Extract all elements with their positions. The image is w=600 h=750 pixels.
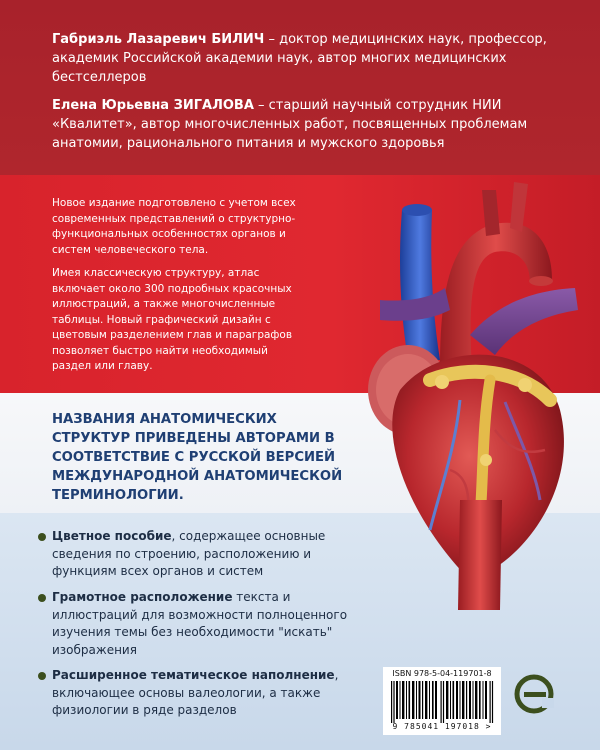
author-2 [52, 96, 552, 153]
isbn-text: ISBN 978-5-04-119701-8 [392, 669, 492, 678]
terminology-statement: НАЗВАНИЯ АНАТОМИЧЕСКИХ СТРУКТУР ПРИВЕДЕНЫ АВТОРАМИ В СООТВЕТСТВИЕ С РУССКОЙ ВЕРСИЕЙ МЕЖДУНАРОДНОЙ АНАТОМИЧЕСКОЙ ТЕРМИНОЛОГИИ. [52, 412, 343, 503]
feature-3-bold: Расширенное тематическое наполнение [52, 668, 335, 682]
feature-2-bold: Грамотное расположение [52, 590, 233, 604]
feature-item-3 [52, 667, 362, 720]
author-1 [52, 30, 552, 87]
feature-3-text: , включающее основы валеологии, а также физиологии в ряде разделов [52, 668, 339, 717]
feature-2-text: текста и иллюстраций для возможности полноценного изучения темы без необходимости "искать" изображения [52, 590, 348, 657]
description-paragraph-2: Имея классическую структуру, атлас включает около 300 подробных красочных иллюстраций, а также многочисленные таблицы. Новый графический дизайн с цветовым разделением глав и параграфов позволяет быстро найти необходимый раздел или главу. [52, 267, 293, 372]
bullet-dot-icon [38, 594, 46, 602]
barcode [383, 667, 501, 735]
bullet-dot-icon [38, 672, 46, 680]
feature-1-text: , содержащее основные сведения по строению, расположению и функциям всех органов и систем [52, 529, 326, 578]
description-paragraph-1: Новое издание подготовлено с учетом всех современных представлений о структурно-функциональных особенностях органов и систем человеческого тела. [52, 197, 296, 256]
author-2-bio: – старший научный сотрудник НИИ «Квалитет», автор многочисленных работ, посвященных проблемам анатомии, рационального питания и мужского здоровья [52, 98, 528, 151]
author-1-name: Габриэль Лазаревич БИЛИЧ [52, 32, 265, 47]
heart-illustration [290, 170, 590, 610]
barcode-digits: 9 785041 197018 > [392, 722, 492, 731]
eksmo-logo-icon [514, 674, 554, 714]
bullet-dot-icon [38, 533, 46, 541]
author-1-bio: – доктор медицинских наук, профессор, академик Российской академии наук, автор многих медицинских бестселлеров [52, 32, 547, 85]
author-2-name: Елена Юрьевна ЗИГАЛОВА [52, 98, 254, 113]
barcode-bars [389, 681, 495, 723]
feature-1-bold: Цветное пособие [52, 529, 172, 543]
